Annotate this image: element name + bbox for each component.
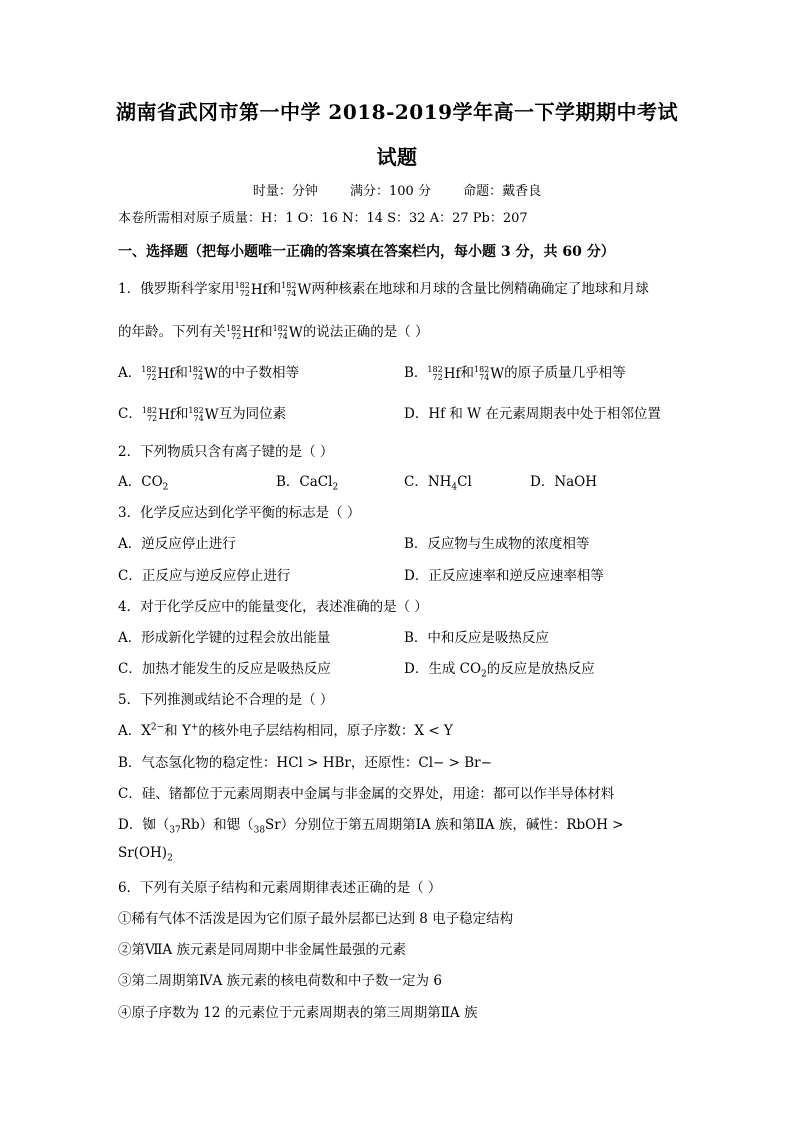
- exam-title: 湖南省武冈市第一中学 2018-2019学年高一下学期期中考试: [115, 100, 679, 124]
- q1-option-a: A． 182 72 Hf 和 182 74 W 的中子数相等: [118, 364, 299, 382]
- q1-stem: 1．俄罗斯科学家用 182 72 Hf 和 182 74 W 两种核素在地球和月球的含量比例精确确定了地球和月球: [118, 280, 649, 298]
- q4-option-a: A．形成新化学键的过程会放出能量: [118, 630, 331, 646]
- q6-statement-3: ③第二周期第ⅣA 族元素的核电荷数和中子数一定为 6: [118, 973, 442, 989]
- q3-stem: 3．化学反应达到化学平衡的标志是（ ）: [118, 505, 361, 521]
- q5-stem: 5．下列推测或结论不合理的是（ ）: [118, 692, 334, 708]
- q3-option-c: C．正反应与逆反应停止进行: [118, 568, 291, 584]
- q4-option-d: D．生成 $CO_2$的反应是放热反应: [404, 661, 595, 680]
- q5-option-a: A．$X^{2-}$和 Y+的核外电子层结构相同，原子序数：X < Y: [118, 722, 453, 739]
- q2-option-b: B．CaCl$_2$: [276, 474, 339, 493]
- exam-meta: [0, 180, 794, 199]
- q2-option-d: D．NaOH: [530, 474, 598, 490]
- q4-stem: 4．对于化学反应中的能量变化，表述准确的是（ ）: [118, 599, 428, 615]
- q1-stem-line2: 的年龄。下列有关 182 72 Hf 和 182 74 W 的说法正确的是（ ）: [118, 323, 429, 341]
- q5-option-d-continued: $Sr(OH)_2$: [118, 845, 173, 864]
- q4-option-c: C．加热才能发生的反应是吸热反应: [118, 661, 331, 677]
- nuclide-hf: 182 72 Hf: [226, 323, 260, 341]
- q3-option-a: A．逆反应停止进行: [118, 536, 236, 552]
- atomic-masses: 本卷所需相对原子质量：H：1 O：16 N：14 S：32 A：27 Pb：207: [118, 211, 528, 226]
- q5-option-b: B．气态氢化物的稳定性：HCl > HBr，还原性：Cl− > Br−: [118, 755, 492, 771]
- q4-option-b: B．中和反应是吸热反应: [404, 630, 549, 646]
- q1-option-d: D．Hf 和 W 在元素周期表中处于相邻位置: [404, 406, 661, 422]
- nuclide-w: 182 74 W: [281, 280, 312, 298]
- exam-title-continued: 试题: [376, 145, 418, 169]
- section-heading: 一、选择题（把每小题唯一正确的答案填在答案栏内，每小题 3 分，共 60 分）: [118, 244, 615, 260]
- nuclide-w: 182 74 W: [272, 323, 303, 341]
- exam-full-score: 满分：100 分: [350, 184, 431, 199]
- q2-stem: 2．下列物质只含有离子键的是（ ）: [118, 444, 334, 460]
- q2-option-a: A．$CO_2$: [118, 474, 169, 493]
- q5-option-c: C．硅、锗都位于元素周期表中金属与非金属的交界处，用途：都可以作半导体材料: [118, 786, 615, 802]
- q6-statement-1: ①稀有气体不活泼是因为它们原子最外层都已达到 8 电子稳定结构: [118, 911, 514, 927]
- q1-text: 1．俄罗斯科学家用: [118, 281, 235, 297]
- q1-option-c: C． 182 72 Hf 和 182 74 W 互为同位素: [118, 405, 287, 423]
- exam-time: 时量：分钟: [252, 184, 318, 199]
- q3-option-d: D．正反应速率和逆反应速率相等: [404, 568, 604, 584]
- exam-author: 命题：戴香良: [463, 184, 542, 199]
- q6-statement-2: ②第ⅦA 族元素是同周期中非金属性最强的元素: [118, 942, 406, 958]
- q1-option-b: B． 182 72 Hf 和 182 74 W 的原子质量几乎相等: [404, 364, 626, 382]
- nuclide-hf: 182 72 Hf: [234, 280, 268, 298]
- q2-option-c: C．$NH_4Cl$: [404, 474, 472, 493]
- q6-stem: 6．下列有关原子结构和元素周期律表述正确的是（ ）: [118, 880, 442, 896]
- q6-statement-4: ④原子序数为 12 的元素位于元素周期表的第三周期第ⅡA 族: [118, 1005, 478, 1021]
- q5-option-d: D．铷$(_{37}Rb)$和锶$(_{38}Sr)$分别位于第五周期第ⅠA 族和第ⅡA 族，碱性：RbOH >: [118, 817, 624, 836]
- q3-option-b: B．反应物与生成物的浓度相等: [404, 536, 590, 552]
